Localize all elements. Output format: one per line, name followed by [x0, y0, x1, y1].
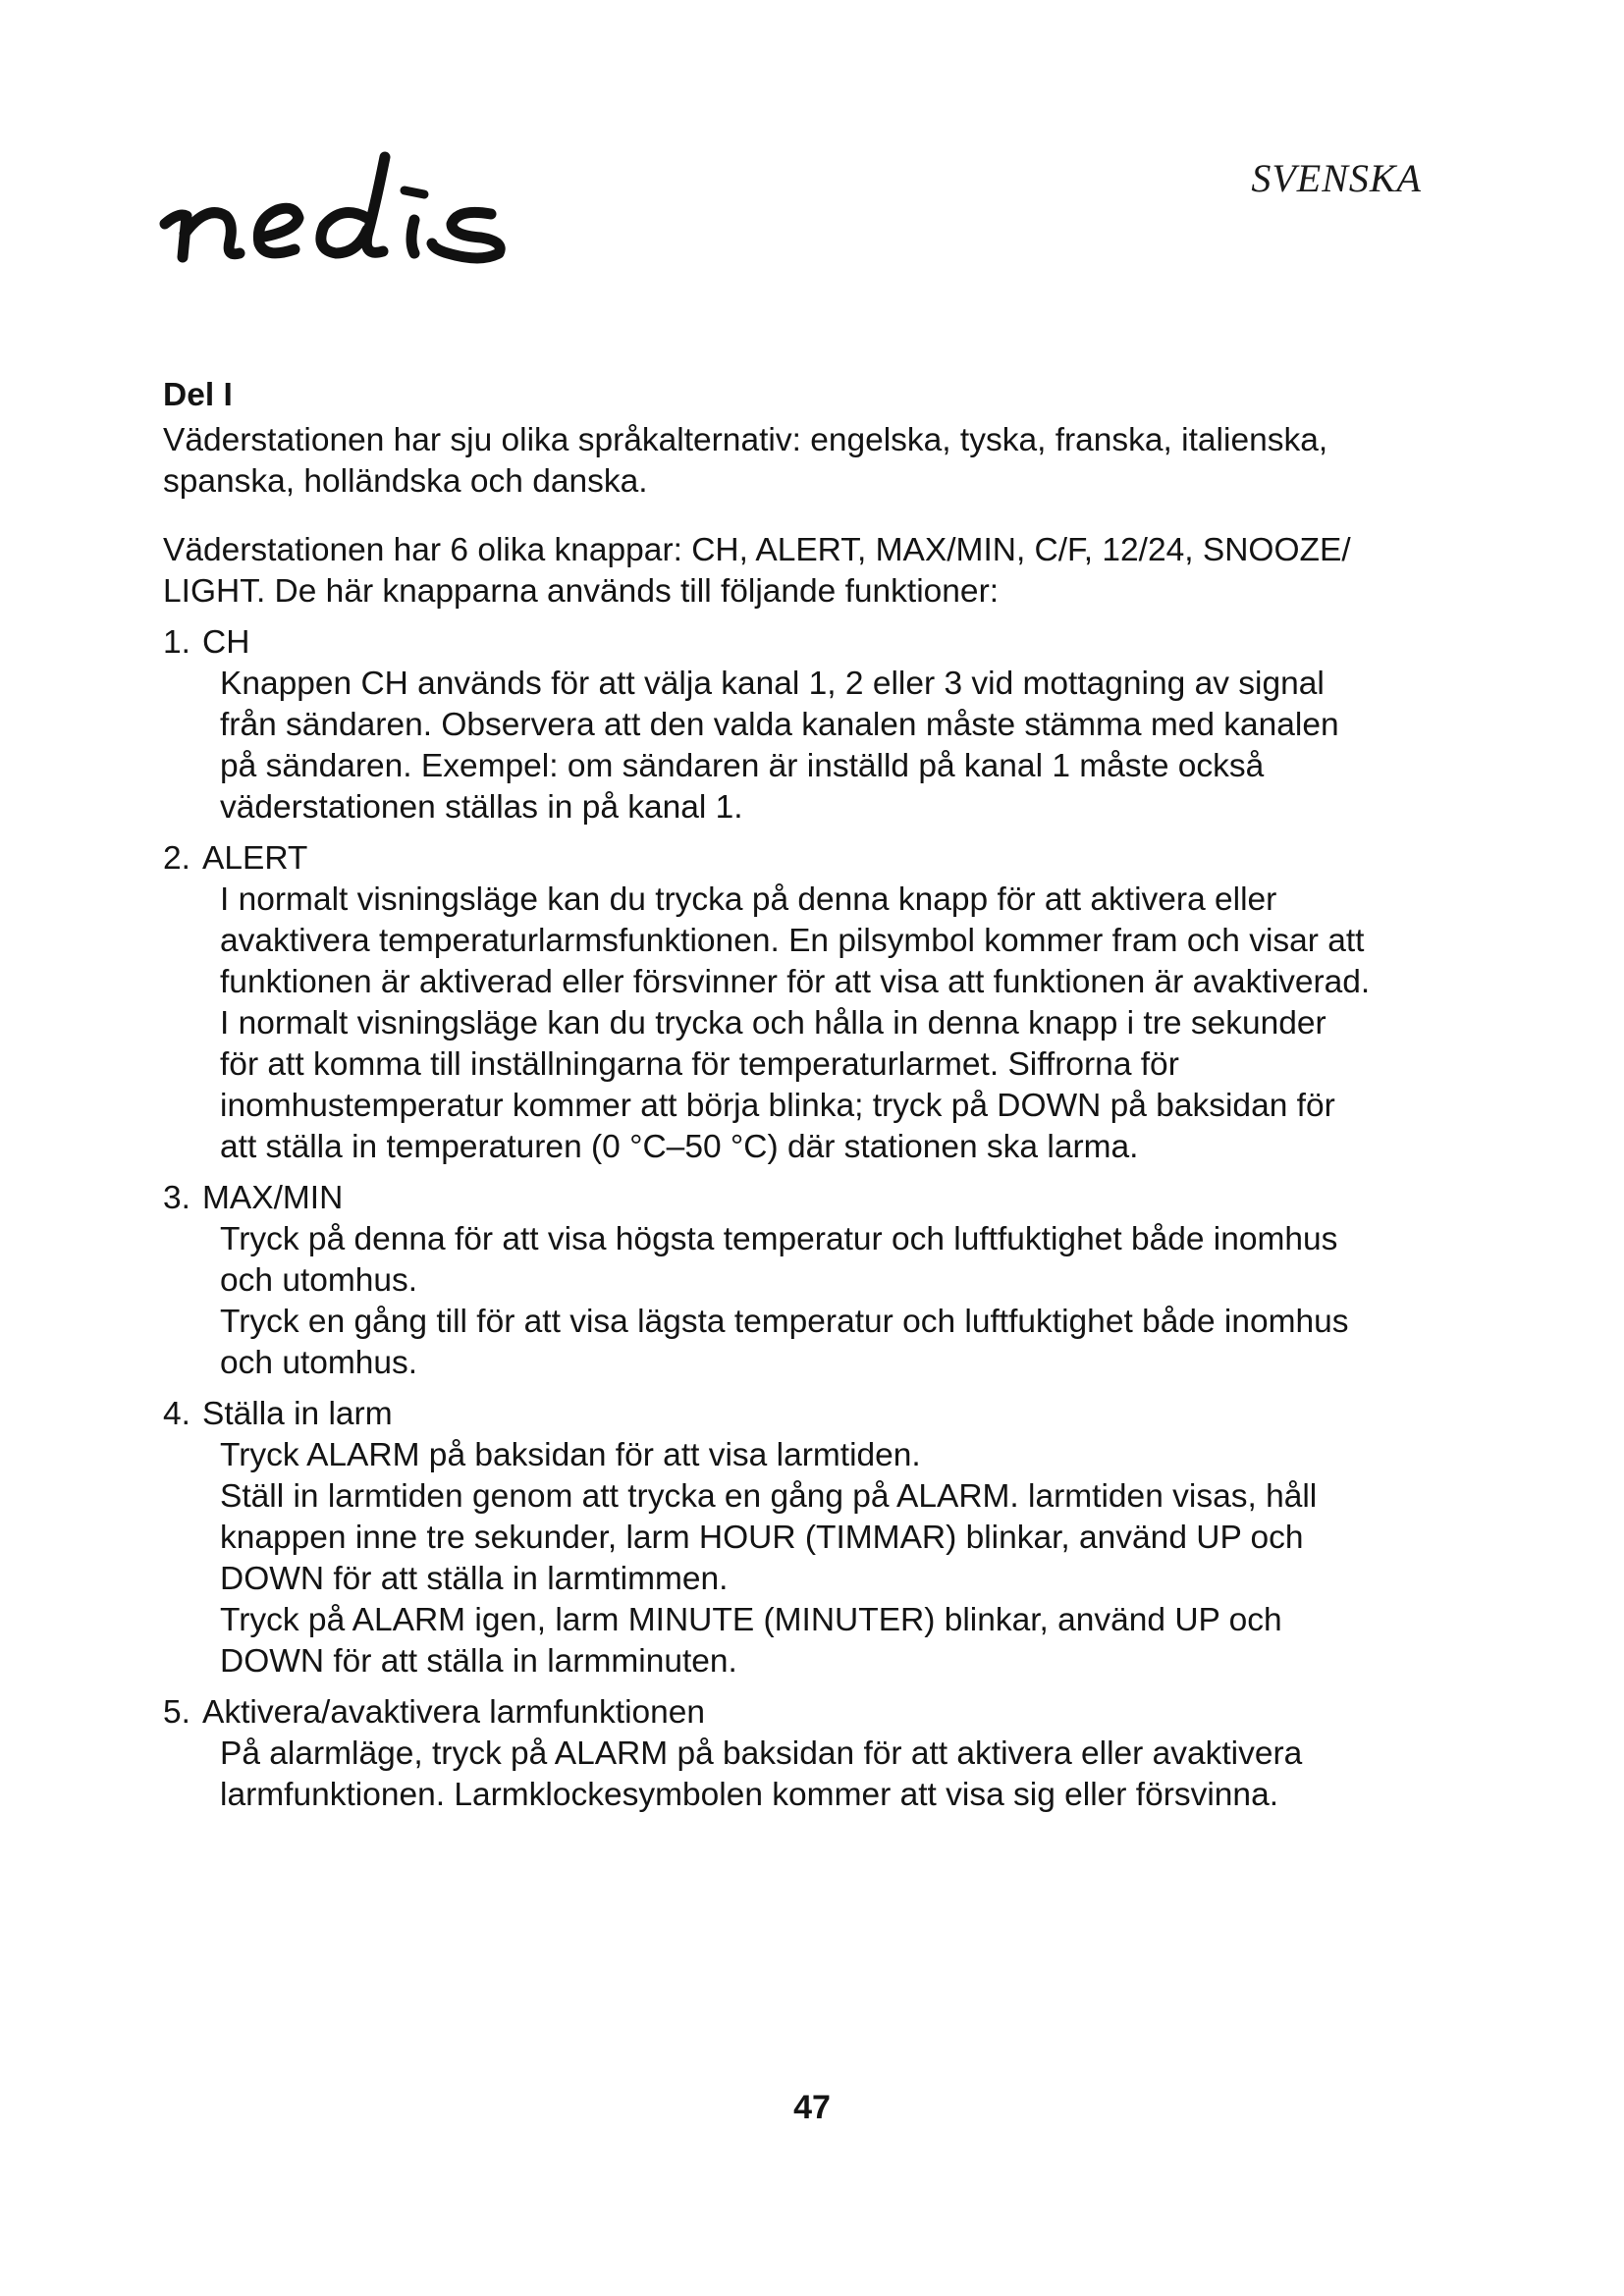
list-item — [163, 1178, 1371, 1384]
item-paragraph: På alarmläge, tryck på ALARM på baksidan för att aktivera eller avaktivera larmfunktionen. Larmklockesymbolen kommer att visa sig eller försvinna. — [220, 1735, 1303, 1813]
buttons-intro-paragraph: Väderstationen har 6 olika knappar: CH, ALERT, MAX/MIN, C/F, 12/24, SNOOZE/ LIGHT. De här knapparna används till följande funktioner: — [163, 532, 1351, 610]
list-item — [163, 838, 1371, 1168]
list-item — [163, 622, 1371, 828]
item-number: 4. — [163, 1396, 190, 1432]
item-paragraph: Ställ in larmtiden genom att trycka en gång på ALARM. larmtiden visas, håll knappen inne tre sekunder, larm HOUR (TIMMAR) blinkar, använd UP och DOWN för att ställa in larmtimmen. — [220, 1478, 1318, 1597]
intro-paragraph: Väderstationen har sju olika språkalternativ: engelska, tyska, franska, italienska, spanska, holländska och danska. — [163, 422, 1328, 500]
item-title: CH — [202, 624, 250, 661]
item-paragraph: Tryck en gång till för att visa lägsta temperatur och luftfuktighet både inomhus och utomhus. — [220, 1304, 1349, 1381]
item-title: MAX/MIN — [202, 1180, 344, 1216]
item-title: Ställa in larm — [202, 1396, 393, 1432]
nedis-logo — [157, 147, 619, 275]
item-title: Aktivera/avaktivera larmfunktionen — [202, 1694, 706, 1731]
main-content — [163, 375, 1371, 1816]
language-label: SVENSKA — [1251, 156, 1422, 200]
item-paragraph: I normalt visningsläge kan du trycka på denna knapp för att aktivera eller avaktivera temperaturlarmsfunktionen. En pilsymbol kommer fram och visar att funktionen är aktiverad eller försvinner för att visa att funktionen är avaktiverad. — [220, 881, 1371, 1000]
item-paragraph: Tryck på denna för att visa högsta temperatur och luftfuktighet både inomhus och utomhus. — [220, 1221, 1338, 1299]
item-paragraph: I normalt visningsläge kan du trycka och hålla in denna knapp i tre sekunder för att komma till inställningarna för temperaturlarmet. Siffrorna för inomhustemperatur kommer att börja blinka; tryck på DOWN på baksidan för att ställa in temperaturen (0 °C–50 °C) där stationen ska larma. — [220, 1005, 1335, 1165]
section-heading: Del I — [163, 377, 233, 413]
item-title: ALERT — [202, 840, 308, 877]
item-paragraph: Knappen CH används för att välja kanal 1, 2 eller 3 vid mottagning av signal från sändaren. Observera att den valda kanalen måste stämma med kanalen på sändaren. Exempel: om sändaren är inställd på kanal 1 måste också väderstationen ställas in på kanal 1. — [220, 666, 1339, 826]
item-paragraph: Tryck ALARM på baksidan för att visa larmtiden. — [220, 1437, 921, 1473]
item-number: 1. — [163, 624, 190, 661]
item-number: 3. — [163, 1180, 190, 1216]
list-item — [163, 1394, 1371, 1682]
item-number: 2. — [163, 840, 190, 877]
list-item — [163, 1692, 1371, 1816]
item-paragraph: Tryck på ALARM igen, larm MINUTE (MINUTER) blinkar, använd UP och DOWN för att ställa in larmminuten. — [220, 1602, 1282, 1680]
item-number: 5. — [163, 1694, 190, 1731]
page-number: 47 — [793, 2089, 831, 2126]
